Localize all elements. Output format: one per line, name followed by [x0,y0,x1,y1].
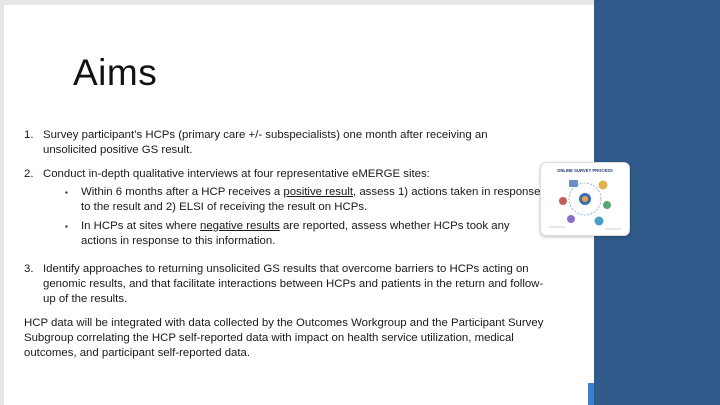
closing-paragraph: HCP data will be integrated with data collected by the Outcomes Workgroup and the Participant Survey Subgroup correlating the HCP self-reported data with impact on health service utilization, medical outcomes, and participant self-reported data. [24,317,544,359]
aim-item [24,128,544,158]
aim-sub-list [43,185,544,249]
aim-number: 2. [24,168,34,180]
aim-sub-item: ▪ Within 6 months after a HCP receives a positive result, assess 1) actions taken in response to the result and 2) ELSI of receiving the result on HCPs. [65,186,541,213]
computer-icon [569,180,578,187]
aim-text: Identify approaches to returning unsolicited GS results that overcome barriers to HCPs acting on genomic results, and that facilitate interactions between HCPs and patients in the return and follow-up of the results. [43,263,544,305]
survey-process-figure [540,162,630,236]
aim-text: Survey participant’s HCPs (primary care +/- subspecialists) one month after receiving an unsolicited positive GS result. [43,129,488,156]
clinic-icon [603,201,611,209]
figure-label: ONLINE SURVEY PROCESS [557,168,613,173]
survey-icon [595,217,604,226]
aim-item [24,262,544,307]
patient-icon [567,215,575,223]
bullet-icon: ▪ [65,188,68,197]
document-icon [559,197,567,205]
person-icon [599,181,608,190]
aim-item [24,167,544,253]
aim-number: 1. [24,129,34,141]
bullet-icon: ▪ [65,222,68,231]
positive-result-text: positive result [283,186,354,198]
aim-number: 3. [24,263,34,275]
slide-title: Aims [73,52,158,93]
side-accent [588,383,594,405]
aim-text: Conduct in-depth qualitative interviews at four representative eMERGE sites: [43,168,430,180]
aims-content [24,128,544,361]
aim-sub-item: ▪ In HCPs at sites where negative results are reported, assess whether HCPs took any actions in response to this information. [65,220,510,247]
negative-result-text: negative results [200,220,280,232]
